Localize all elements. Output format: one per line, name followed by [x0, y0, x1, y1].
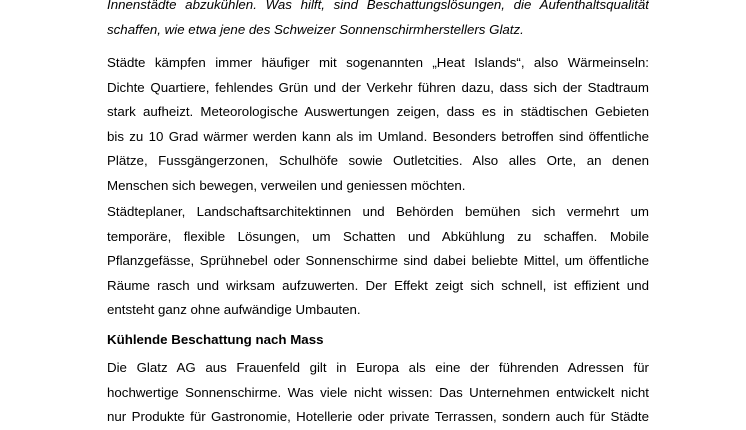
- section-heading: Kühlende Beschattung nach Mass: [107, 332, 324, 347]
- paragraph-line: Städte kämpfen immer häufiger mit sogenannten „Heat Islands“, also Wärmeinseln:: [107, 55, 649, 70]
- intro-paragraph: [107, 0, 649, 42]
- paragraph-line: temporäre, flexible Lösungen, um Schatten und Abkühlung zu schaffen. Mobile: [107, 228, 649, 244]
- paragraph-line: stark aufheizt. Meteorologische Auswertungen zeigen, dass es in städtischen Gebieten: [107, 104, 649, 120]
- paragraph-line: hochwertige Sonnenschirme. Was viele nicht wissen: Das Unternehmen entwickelt nicht: [107, 384, 649, 400]
- paragraph-line: Menschen sich bewegen, verweilen und geniessen möchten.: [107, 177, 466, 193]
- paragraph-line: entsteht ganz ohne aufwändige Umbauten.: [107, 302, 361, 318]
- paragraph-line: Pflanzgefässe, Sprühnebel oder Sonnenschirme sind dabei beliebte Mittel, um öffentliche: [107, 253, 649, 269]
- paragraph-line: Räume rasch und wirksam aufzuwerten. Der Effekt zeigt sich schnell, ist effizient und: [107, 277, 649, 293]
- paragraph-line: nur Produkte für Gastronomie, Hotellerie oder private Terrassen, sondern auch für Städte: [107, 409, 649, 425]
- paragraph-line: Städteplaner, Landschaftsarchitektinnen und Behörden bemühen sich vermehrt um: [107, 204, 649, 219]
- paragraph-line: bis zu 10 Grad wärmer werden kann als im Umland. Besonders betroffen sind öffentliche: [107, 128, 649, 144]
- paragraph-line: Die Glatz AG aus Frauenfeld gilt in Europa als eine der führenden Adressen für: [107, 360, 649, 375]
- paragraph-line: Dichte Quartiere, fehlendes Grün und der Verkehr führen dazu, dass sich der Stadtraum: [107, 79, 649, 95]
- intro-line: Innenstädte abzukühlen. Was hilft, sind Beschattungslösungen, die Aufenthaltsqualität: [107, 0, 649, 12]
- paragraph-heat-islands: [107, 51, 649, 199]
- intro-line: schaffen, wie etwa jene des Schweizer Sonnenschirmherstellers Glatz.: [107, 21, 524, 37]
- paragraph-city-planners: [107, 200, 649, 323]
- paragraph-line: Plätze, Fussgängerzonen, Schulhöfe sowie Outletcities. Also alles Orte, an denen: [107, 153, 649, 169]
